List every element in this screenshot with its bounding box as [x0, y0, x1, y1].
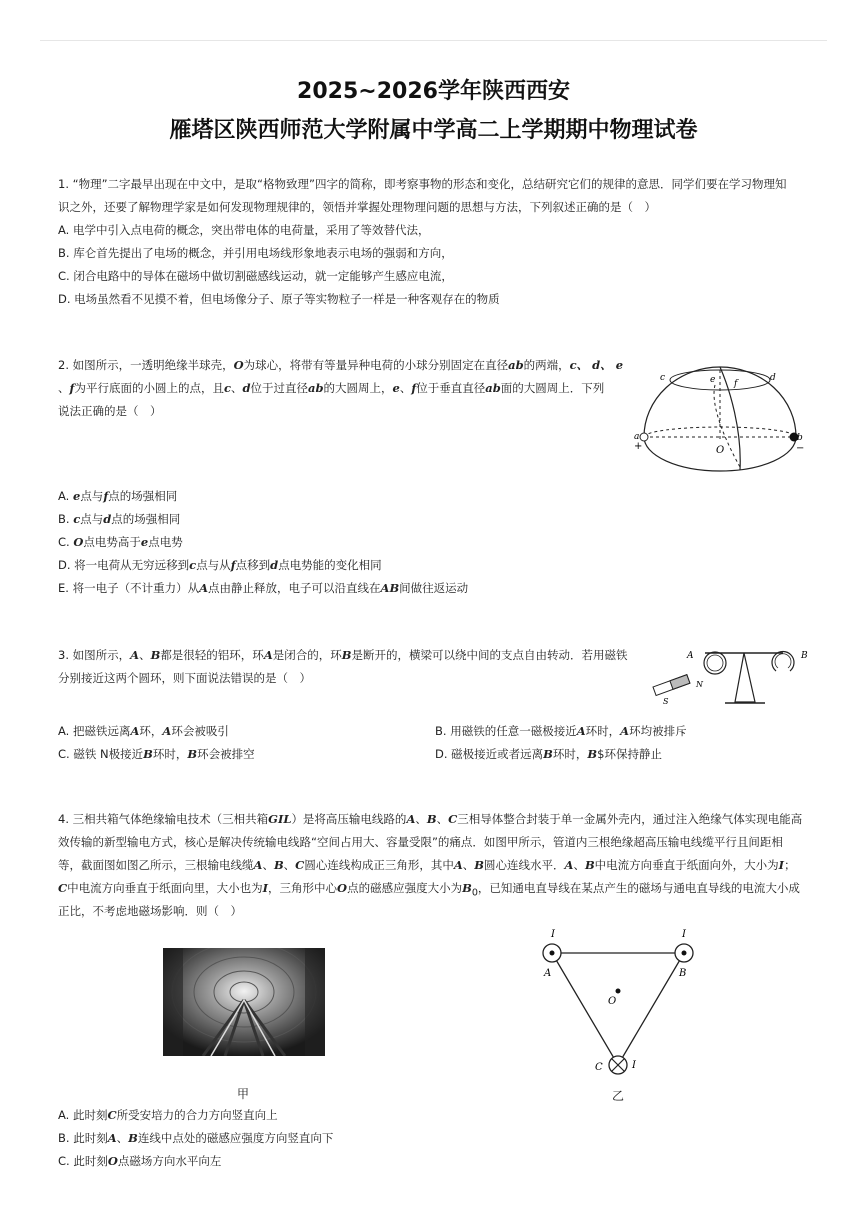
fig-label-b: b: [797, 433, 803, 443]
q2-option-b: B. c点与d点的场强相同: [58, 512, 181, 526]
q4-option-b: B. 此时刻A、B连线中点处的磁感应强度方向竖直向下: [58, 1131, 334, 1145]
page-title-line2: 雁塔区陕西师范大学附属中学高二上学期期中物理试卷: [169, 118, 698, 143]
q3-option-b: B. 用磁铁的任意一磁极接近A环时，A环均被排斥: [435, 724, 687, 738]
fig-label-o: O: [608, 996, 617, 1007]
gil-tunnel-photo: [163, 948, 325, 1056]
bar-magnet: [653, 675, 690, 696]
fig-label-minus: −: [796, 443, 805, 454]
ball-a-positive: [640, 433, 648, 441]
q1-stem-line2: 识之外，还要了解物理学家是如何发现物理规律的，领悟并掌握处理物理问题的思想与方法，下列叙述正确的是（ ）: [58, 200, 656, 214]
fig-label-c: c: [660, 373, 666, 383]
q1-stem-line1: 1. “物理”二字最早出现在中文中，是取“格物致理”四字的简称，即考察事物的形态和变化，总结研究它们的规律的意思．同学们要在学习物理知: [58, 177, 787, 191]
center-o-dot: [616, 989, 621, 994]
q4-stem-line1: 4. 三相共箱气体绝缘输电技术（三相共箱GIL）是将高压输电线路的A、B、C三相导体整合封装于单一金属外壳内，通过注入绝缘气体实现电能高: [58, 812, 803, 826]
q2-option-e: E. 将一电子（不计重力）从A点由静止释放，电子可以沿直线在AB间做往返运动: [58, 581, 469, 595]
q2-option-a: A. e点与f点的场强相同: [58, 489, 178, 503]
q2-option-c: C. O点电势高于e点电势: [58, 535, 183, 549]
caption-yi: 乙: [612, 1089, 625, 1103]
q2-stem-line2: 、f为平行底面的小圆上的点，且c、d位于过直径ab的大圆周上，e、f位于垂直直径ab面的大圆周上．下列: [58, 381, 605, 395]
q3-option-d: D. 磁极接近或者远离B环时，B$环保持静止: [435, 747, 662, 761]
q3-stem-line2: 分别接近这两个圆环，则下面说法错误的是（ ）: [58, 671, 311, 685]
q2-stem-line3: 说法正确的是（ ）: [58, 404, 162, 418]
fig-label-a: a: [634, 432, 640, 442]
fig-label-d: d: [770, 373, 776, 383]
fig-label-s: S: [663, 697, 669, 706]
fig-label-e: e: [710, 375, 716, 385]
fig-label-i-b: I: [682, 929, 686, 940]
q3-option-a: A. 把磁铁远离A环，A环会被吸引: [58, 724, 229, 738]
q4-stem-line4: C中电流方向垂直于纸面向里，大小也为I，三角形中心O点的磁感应强度大小为$B_0$，已知通电直导线在某点产生的磁场与通电直导线的电流大小成: [58, 881, 800, 899]
fig-label-i-a: I: [551, 929, 555, 940]
q3-option-c: C. 磁铁 N极接近B环时，B环会被排空: [58, 747, 255, 761]
q4-stem-line3: 等，截面图如图乙所示，三根输电线缆A、B、C圆心连线构成正三角形，其中A、B圆心连线水平．A、B中电流方向垂直于纸面向外，大小为I；: [58, 858, 796, 872]
fig-label-a: A: [544, 968, 552, 979]
fig-label-plus: +: [634, 441, 643, 452]
q2-option-d: D. 将一电荷从无穷远移到c点与从f点移到d点电势能的变化相同: [58, 558, 382, 572]
top-rule: [40, 40, 827, 41]
fig-label-n: N: [696, 680, 703, 689]
q1-option-a: A. 电学中引入点电荷的概念，突出带电体的电荷量，采用了等效替代法，: [58, 223, 430, 237]
fig-label-o: O: [716, 445, 725, 456]
q2-stem-line1: 2. 如图所示，一透明绝缘半球壳，O为球心，将带有等量异种电荷的小球分别固定在直径ab的两端，c、 d、 e: [58, 358, 624, 372]
q1-option-b: B. 库仑首先提出了电场的概念，并引用电场线形象地表示电场的强弱和方向，: [58, 246, 453, 260]
fig-label-b: B: [801, 651, 808, 661]
q1-option-d: D. 电场虽然看不见摸不着，但电场像分子、原子等实物粒子一样是一种客观存在的物质: [58, 292, 500, 306]
hemisphere-figure: [630, 360, 810, 475]
aluminum-ring-figure: [645, 640, 815, 712]
q4-option-a: A. 此时刻C所受安培力的合力方向竖直向上: [58, 1108, 278, 1122]
fig-label-c: C: [595, 1062, 603, 1073]
triangle-cable-diagram: [535, 925, 705, 1075]
fig-label-f: f: [734, 379, 738, 389]
caption-jia: 甲: [237, 1087, 250, 1101]
q4-option-c: C. 此时刻O点磁场方向水平向左: [58, 1154, 222, 1168]
q4-stem-line2: 效传输的新型输电方式，核心是解决传统输电线路“空间占用大、容量受限”的痛点．如图甲所示，管道内三根绝缘超高压输电线缆平行且间距相: [58, 835, 783, 849]
q1-option-c: C. 闭合电路中的导体在磁场中做切割磁感线运动，就一定能够产生感应电流，: [58, 269, 453, 283]
fig-label-a: A: [687, 651, 694, 661]
q4-stem-line5: 正比，不考虑地磁场影响．则（ ）: [58, 904, 242, 918]
fig-label-i-c: I: [632, 1060, 636, 1071]
fig-label-b: B: [679, 968, 687, 979]
q3-stem-line1: 3. 如图所示，A、B都是很轻的铝环，环A是闭合的，环B是断开的，横梁可以绕中间的支点自由转动．若用磁铁: [58, 648, 628, 662]
page-title-line1: 2025~2026学年陕西西安: [297, 79, 570, 104]
